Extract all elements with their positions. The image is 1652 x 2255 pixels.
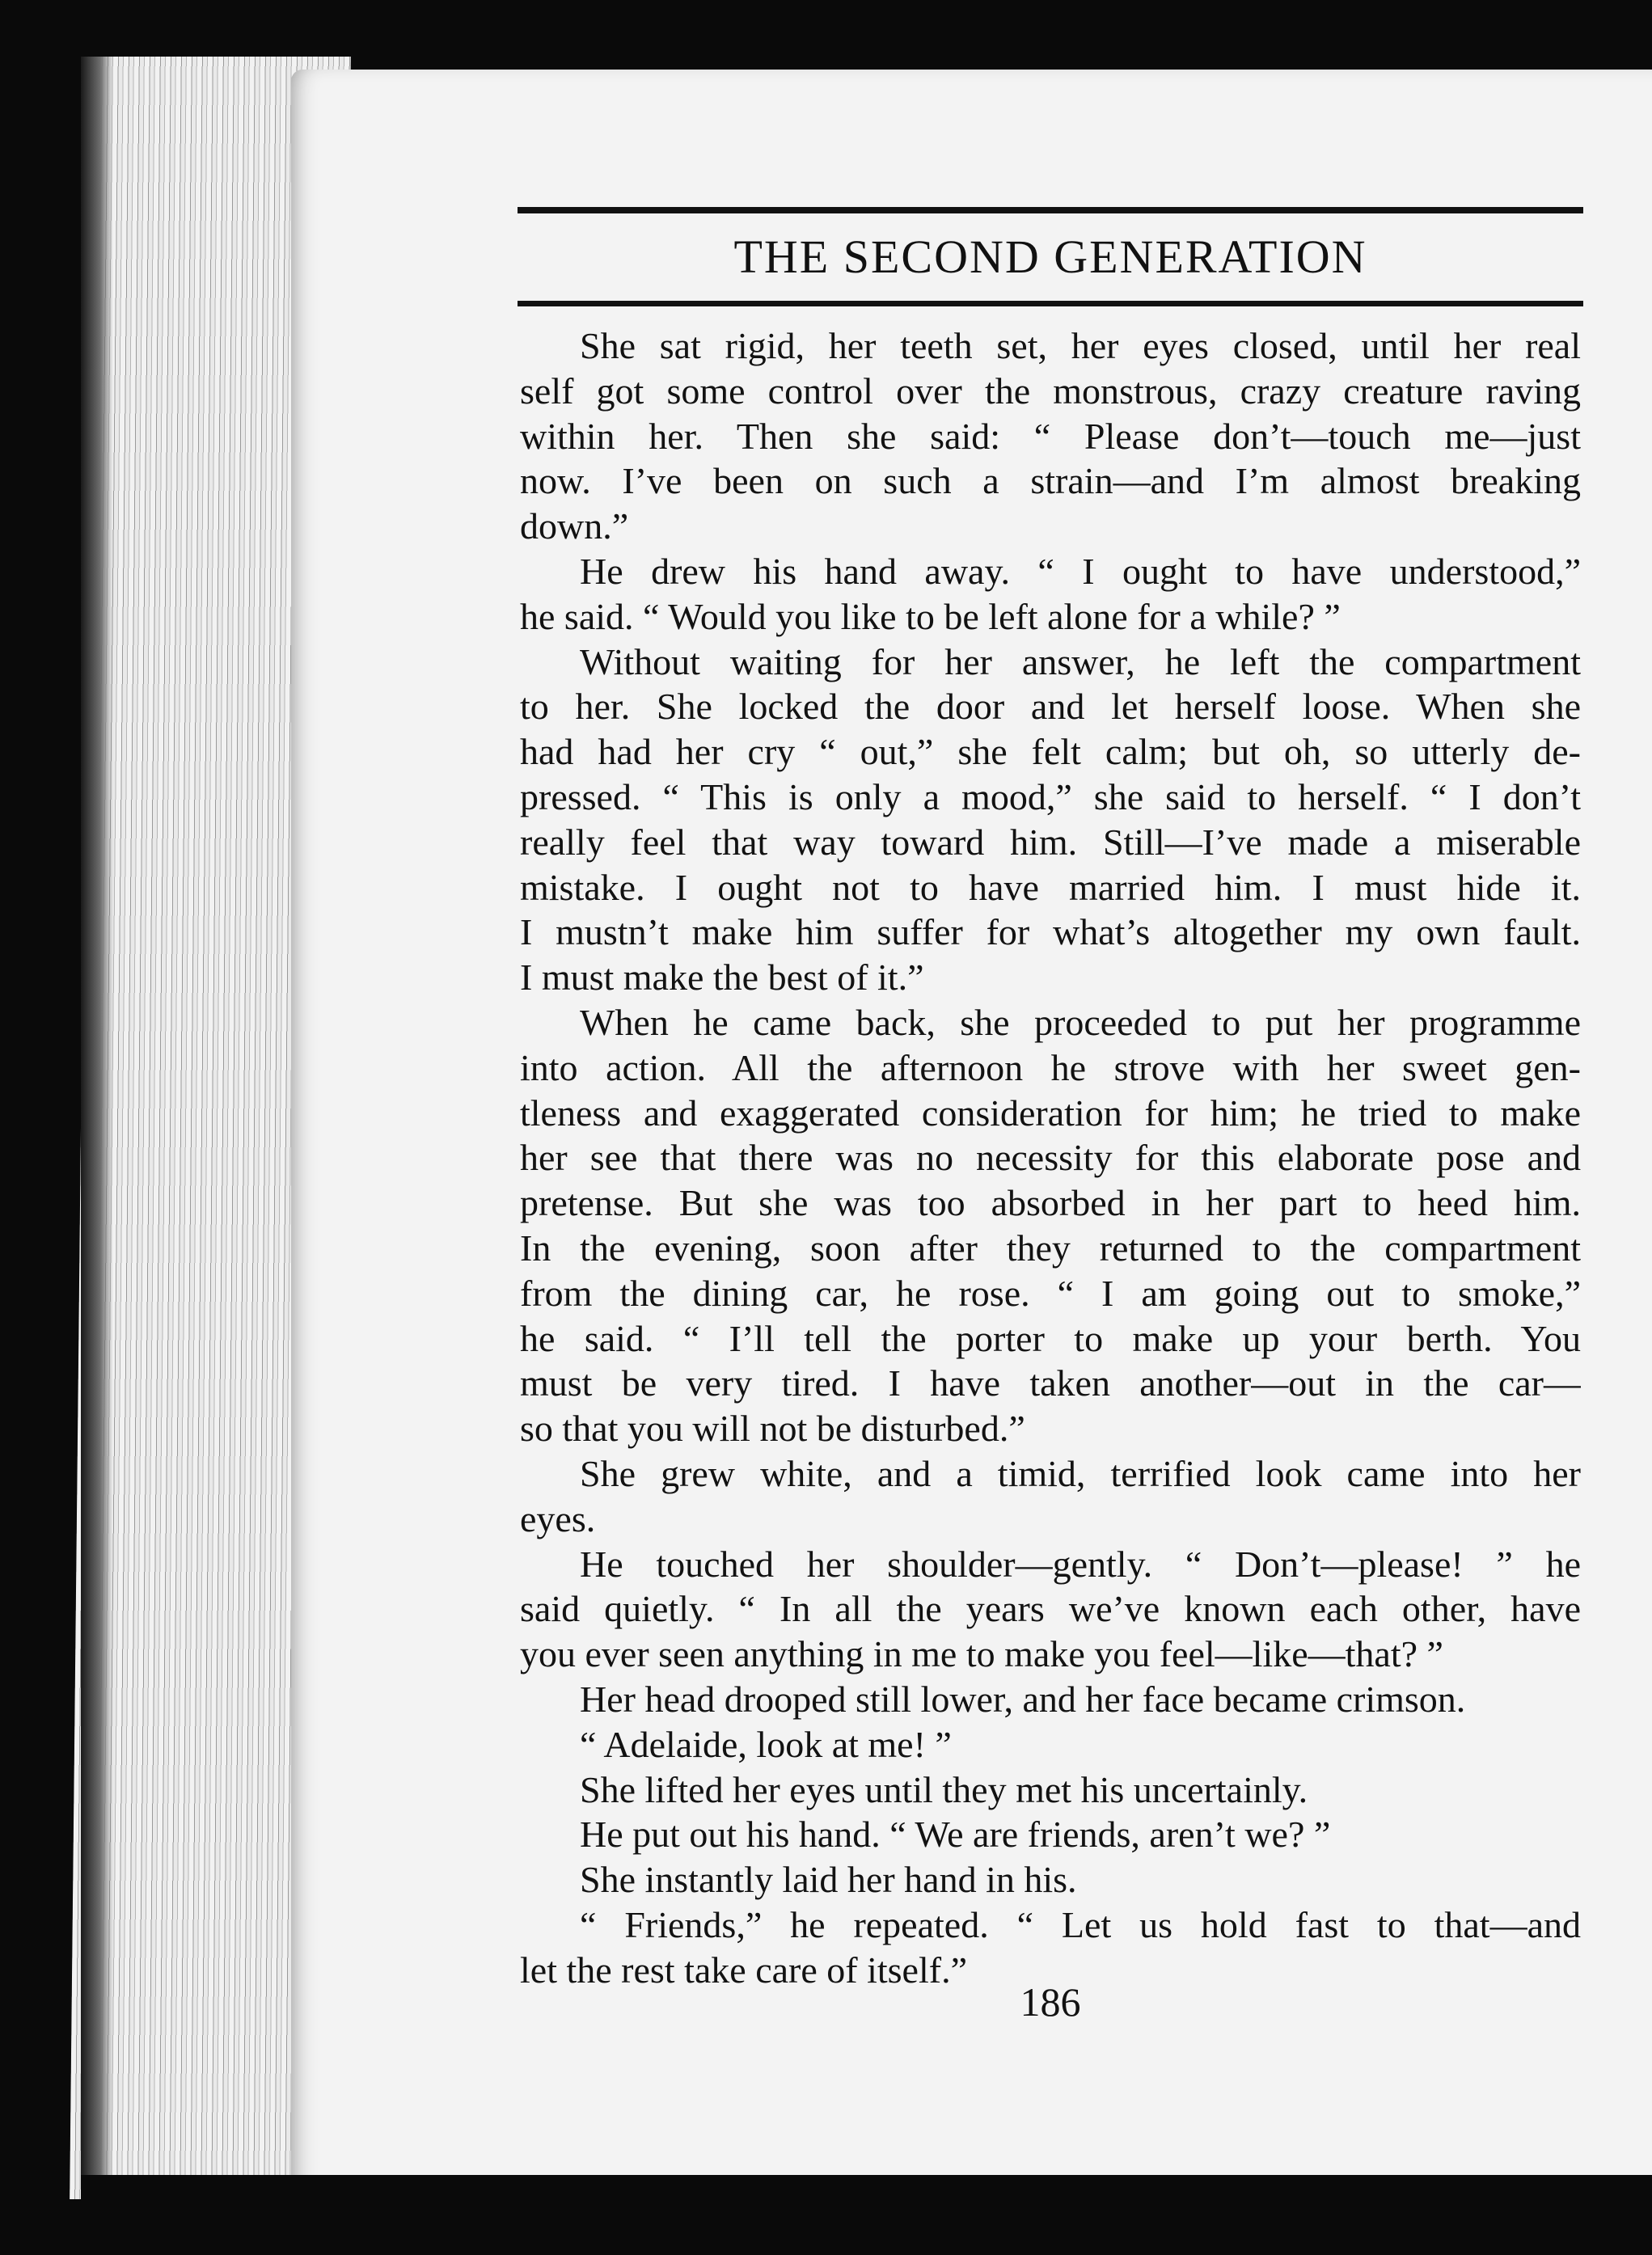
- text-line: He touched her shoulder—gently. “ Don’t—please! ” he: [580, 1543, 1581, 1585]
- text-line: let the rest take care of itself.”: [520, 1949, 967, 1991]
- text-line: her see that there was no necessity for this elaborate pose and: [520, 1137, 1581, 1179]
- page-number: 186: [1020, 1979, 1081, 2025]
- text-line: I mustn’t make him suffer for what’s altogether my own fault.: [520, 911, 1581, 953]
- text-line: Without waiting for her answer, he left the compartment: [580, 640, 1581, 682]
- binding-shadow: [81, 57, 113, 2199]
- text-line: eyes.: [520, 1497, 596, 1539]
- text-line: so that you will not be disturbed.”: [520, 1408, 1025, 1450]
- text-line: “ Adelaide, look at me! ”: [580, 1723, 952, 1765]
- text-line: When he came back, she proceeded to put her programme: [580, 1001, 1581, 1043]
- text-line: into action. All the afternoon he strove with her sweet gen-: [520, 1046, 1581, 1088]
- text-line: pressed. “ This is only a mood,” she said to herself. “ I don’t: [520, 775, 1581, 817]
- text-line: to her. She locked the door and let herself loose. When she: [520, 686, 1581, 728]
- text-line: She instantly laid her hand in his.: [580, 1859, 1077, 1901]
- header-rule-bottom: [518, 301, 1583, 306]
- text-line: within her. Then she said: “ Please don’t—touch me—just: [520, 415, 1581, 457]
- text-line: She sat rigid, her teeth set, her eyes closed, until her real: [580, 325, 1581, 366]
- text-line: from the dining car, he rose. “ I am going out to smoke,”: [520, 1272, 1581, 1314]
- text-line: He drew his hand away. “ I ought to have understood,”: [580, 550, 1581, 592]
- body-text: [520, 323, 1581, 1992]
- text-line: down.”: [520, 505, 629, 547]
- text-line: “ Friends,” he repeated. “ Let us hold fast to that—and: [580, 1903, 1581, 1945]
- text-line: must be very tired. I have taken another—out in the car—: [520, 1362, 1581, 1404]
- text-line: She grew white, and a timid, terrified look came into her: [580, 1452, 1581, 1494]
- running-head: THE SECOND GENERATION: [733, 230, 1367, 283]
- text-line: In the evening, soon after they returned to the compartment: [520, 1227, 1581, 1269]
- text-line: Her head drooped still lower, and her face became crimson.: [580, 1678, 1466, 1720]
- text-line: now. I’ve been on such a strain—and I’m almost breaking: [520, 460, 1581, 502]
- text-line: He put out his hand. “ We are friends, aren’t we? ”: [580, 1814, 1331, 1856]
- text-line: tleness and exaggerated consideration for him; he tried to make: [520, 1092, 1581, 1134]
- text-line: She lifted her eyes until they met his uncertainly.: [580, 1768, 1308, 1810]
- text-line: you ever seen anything in me to make you feel—like—that? ”: [520, 1633, 1443, 1675]
- text-line: I must make the best of it.”: [520, 956, 924, 999]
- text-line: pretense. But she was too absorbed in her part to heed him.: [520, 1182, 1581, 1224]
- header-rule-top: [518, 207, 1583, 213]
- bottom-shadow: [81, 2175, 1652, 2255]
- text-line: had had her cry “ out,” she felt calm; but oh, so utterly de-: [520, 731, 1581, 773]
- text-line: he said. “ I’ll tell the porter to make up your berth. You: [520, 1317, 1581, 1359]
- text-line: mistake. I ought not to have married him. I must hide it.: [520, 866, 1581, 908]
- text-line: self got some control over the monstrous, crazy creature raving: [520, 369, 1581, 412]
- text-line: really feel that way toward him. Still—I’ve made a miserable: [520, 821, 1581, 863]
- text-line: said quietly. “ In all the years we’ve known each other, have: [520, 1588, 1581, 1630]
- text-line: he said. “ Would you like to be left alone for a while? ”: [520, 595, 1341, 637]
